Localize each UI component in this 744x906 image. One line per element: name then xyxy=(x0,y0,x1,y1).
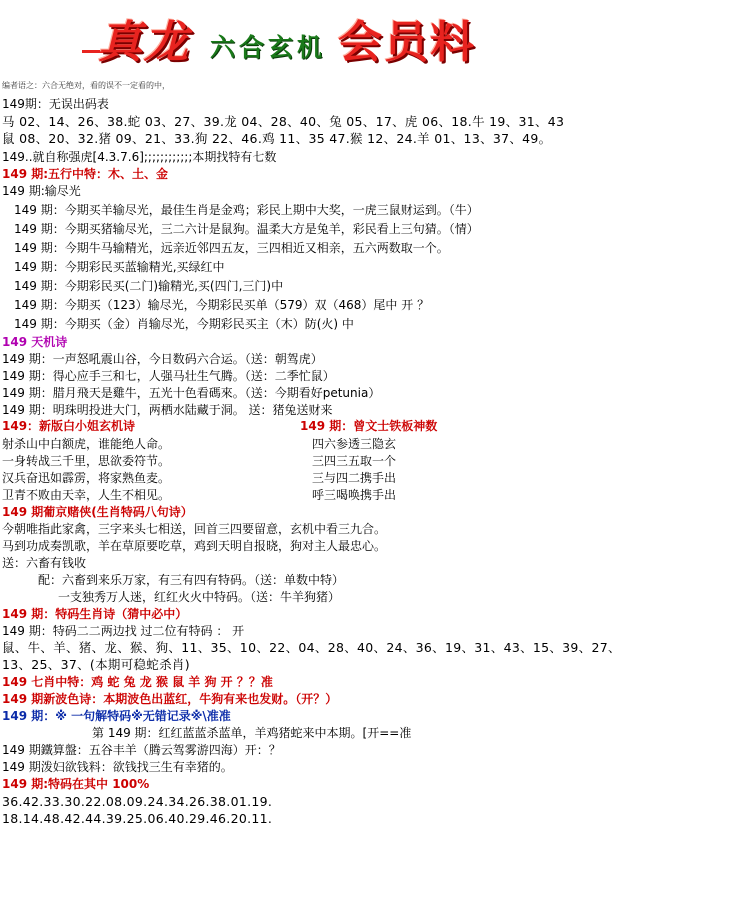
special-code-list-1: 36.42.33.30.22.08.09.24.34.26.38.01.19. xyxy=(2,794,273,809)
white-lady-line-3: 汉兵奋迅如霹雳，将家熟鱼麦。 xyxy=(2,471,171,485)
iron-plate-line-4: 呼三喝唤携手出 xyxy=(312,488,397,502)
poem-line-4: 149 期：明珠明投进大门，两栖水陆藏于洞。 送：猪兔送财来 xyxy=(2,403,333,417)
lose-line-3: 149 期：今期牛马输精光，远亲近邻四五友，三四相近又相亲，五六两数取一个。 xyxy=(14,241,449,255)
heading-wave-color-poem: 149 期新波色诗：本期波色出蓝红，牛狗有来也发财。（开？） xyxy=(2,692,338,706)
heading-heaven-poem: 149 天机诗 xyxy=(2,335,68,349)
banner-title-part1: 真龙 xyxy=(98,17,190,68)
white-lady-line-2: 一身转战三千里，思欲委符节。 xyxy=(2,454,171,468)
line-table-heading: 149期：无误出码表 xyxy=(2,97,109,111)
zodiac-number-list-2: 13、25、37、(本期可稳蛇杀肖) xyxy=(2,657,190,672)
heading-special-code: 149 期:特码在其中 100% xyxy=(2,777,150,791)
poem-line-3: 149 期：腊月飛天是雞牛，五光十色看碼來。（送：今期看好petunia） xyxy=(2,386,381,400)
lose-line-5: 149 期：今期彩民买(二门)输精光,买(四门,三门)中 xyxy=(14,279,284,293)
line-zodiac-numbers-2: 鼠 08、20、32.猪 09、21、33.狗 22、46.鸡 11、35 47.猴 12、24.羊 01、13、37、49。 xyxy=(2,131,552,146)
lose-line-4: 149 期：今期彩民买蓝输精光,买绿红中 xyxy=(14,260,225,274)
zodiac-number-list-1: 鼠、牛、羊、猪、龙、猴、狗、11、35、10、22、04、28、40、24、36、19、31、43、15、39、27、 xyxy=(2,640,621,655)
poem-line-2: 149 期：得心应手三和七，人强马壮生气腾。（送：二季忙鼠） xyxy=(2,369,335,383)
heading-iron-plate: 149 期：曾文士铁板神数 xyxy=(300,419,438,433)
iron-plate-line-3: 三与四二携手出 xyxy=(312,471,397,485)
zodiac-poem-line: 149 期：特码二二两边找 过二位有特码 ： 开 xyxy=(2,624,245,638)
lose-line-2: 149 期：今期买猪输尽光，三二六计是鼠狗。温柔大方是兔羊，彩民看上三句猜。（情） xyxy=(14,222,479,236)
poem-line-1: 149 期：一声怒吼震山谷，今日数码六合运。（送：朝驾虎） xyxy=(2,352,323,366)
white-lady-line-1: 射杀山中白额虎，谁能绝人命。 xyxy=(2,437,171,451)
abacus-line: 149 期鐵算盤：五谷丰羊（腾云驾雾游四海）开：？ xyxy=(2,743,281,757)
banner-title-part3: 会员料 xyxy=(338,17,476,68)
gambler-line-1: 今朝唯指此家禽，三字来头七相送，回首三四要留意，玄机中看三九合。 xyxy=(2,522,387,536)
gambler-line-2: 马到功成奏凯歌，羊在草原要吃草，鸡到天明自报晓，狗对主人最忠心。 xyxy=(2,539,387,553)
line-zodiac-numbers-1: 马 02、14、26、38.蛇 03、27、39.龙 04、28、40、兔 05、17、虎 06、18.牛 19、31、43 xyxy=(2,114,565,129)
editor-note: 编者语之：六合无绝对，看的误不一定看的中， xyxy=(2,81,170,90)
lose-line-6: 149 期：今期买（123）输尽光，今期彩民买单（579）双（468）尾中 开 ？ xyxy=(14,298,430,312)
heading-five-elements: 149 期:五行中特：木、土、金 xyxy=(2,167,169,181)
lose-line-7: 149 期：今期买（金）肖输尽光，今期彩民买主（木）防(火) 中 xyxy=(14,317,354,331)
gambler-gift: 送：六畜有钱收 xyxy=(2,556,87,570)
lose-line-1: 149 期：今期买羊输尽光，最佳生肖是金鸡；彩民上期中大奖，一虎三鼠财运到。（牛） xyxy=(14,203,479,217)
gambler-match-1: 配：六畜到来乐万家，有三有四有特码。（送：单数中特） xyxy=(38,573,345,587)
title-banner xyxy=(92,6,502,72)
line-strong-tiger: 149..就自称强虎[4.3.7.6];;;;;;;;;;;;本期找特有七数 xyxy=(2,150,277,164)
one-sentence-line: 第 149 期：红红蓝蓝杀蓝单，羊鸡猪蛇来中本期。[开==准 xyxy=(92,726,412,740)
heading-white-lady-poem: 149：新版白小姐玄机诗 xyxy=(2,419,136,433)
heading-seven-zodiac: 149 七肖中特：鸡 蛇 兔 龙 猴 鼠 羊 狗 开 ？？准 xyxy=(2,675,273,689)
shrew-money-line: 149 期泼妇欲钱料：欲钱找三生有幸猪的。 xyxy=(2,760,233,774)
banner-title-part2: 六合玄机 xyxy=(210,33,327,62)
heading-one-sentence: 149 期：※ 一句解特码※无错记录※\准准 xyxy=(2,709,231,723)
heading-gambler-poem: 149 期葡京赌侠(生肖特码八句诗） xyxy=(2,505,193,519)
white-lady-line-4: 卫青不败由天幸，人生不相见。 xyxy=(2,488,171,502)
iron-plate-line-2: 三四三五取一个 xyxy=(312,454,397,468)
iron-plate-line-1: 四六参透三隐玄 xyxy=(312,437,397,451)
heading-lose-all: 149 期:输尽光 xyxy=(2,184,81,198)
heading-zodiac-poem: 149 期：特码生肖诗（猜中必中） xyxy=(2,607,188,621)
gambler-match-2: 一支独秀万人迷，红红火火中特码。（送：牛羊狗猪） xyxy=(58,590,341,604)
special-code-list-2: 18.14.48.42.44.39.25.06.40.29.46.20.11. xyxy=(2,811,273,826)
